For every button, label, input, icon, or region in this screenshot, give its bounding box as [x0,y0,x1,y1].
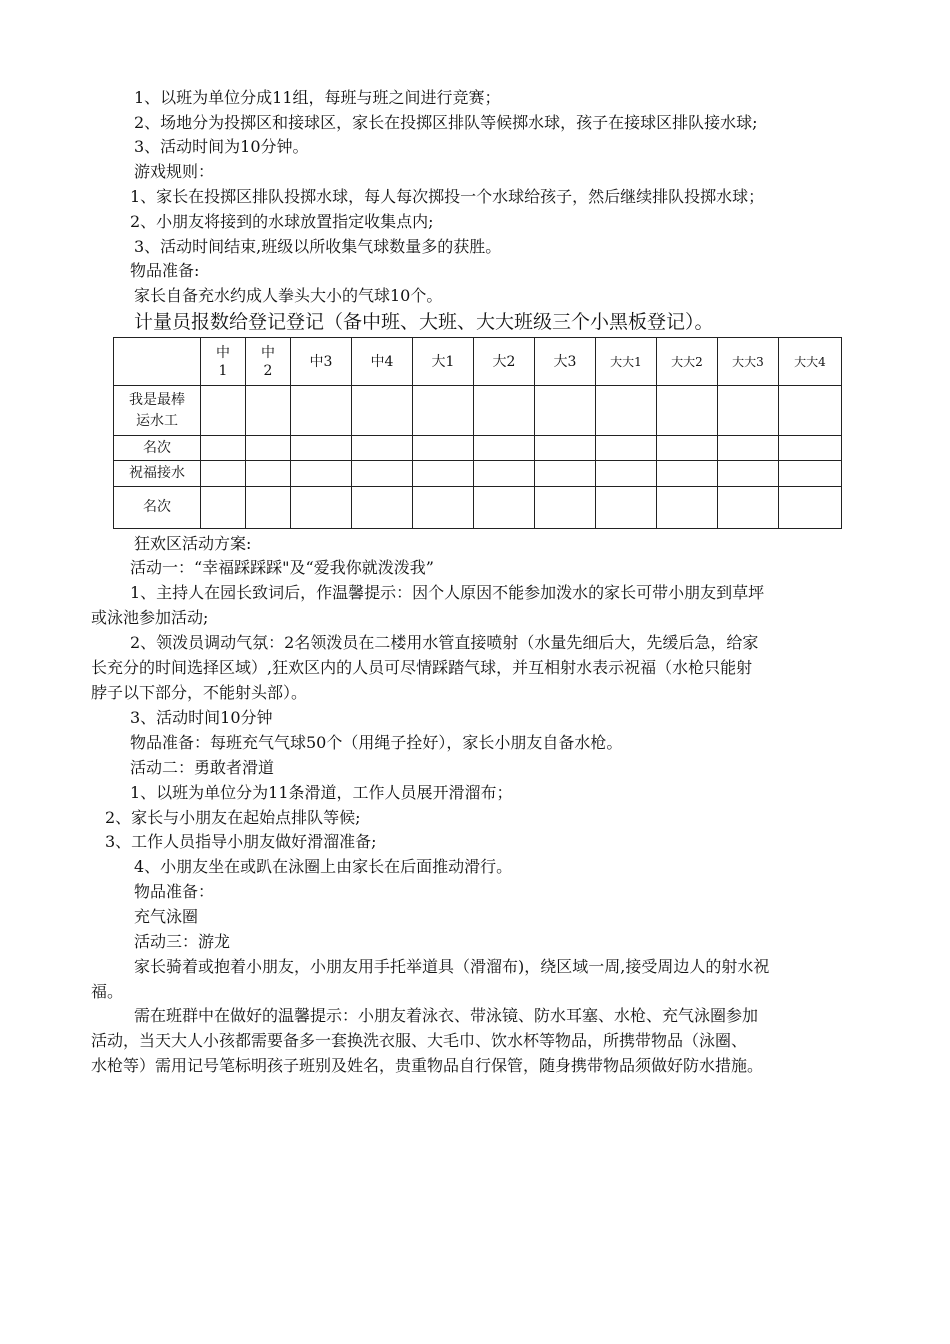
table-cell [201,461,246,487]
activity-two-line-2: 2、家长与小朋友在起始点排队等候; [105,808,361,827]
reminder-line-3: 水枪等）需用记号笔标明孩子班别及姓名，贵重物品自行保管，随身携带物品须做好防水措施。 [91,1056,764,1075]
row-label-line1: 我是最棒 [129,391,185,408]
intro-line-1: 1、以班为单位分成11组，每班与班之间进行竞赛； [134,88,501,107]
table-cell [201,487,246,529]
table-cell [596,436,657,461]
table-cell [352,461,413,487]
activity-two-title: 活动二：勇敢者滑道 [130,758,275,777]
activity-two-line-4: 4、小朋友坐在或趴在泳圈上由家长在后面推动滑行。 [134,857,513,876]
table-cell [596,487,657,529]
table-cell [352,487,413,529]
row-label-best-water-carrier [114,386,201,436]
table-row [114,461,842,487]
table-cell [246,487,291,529]
reminder-line-1: 需在班群中在做好的温馨提示：小朋友着泳衣、带泳镜、防水耳塞、水枪、充气泳圈参加 [134,1006,759,1025]
row-label-rank-1: 名次 [114,436,201,461]
activity-one-line-3: 3、活动时间10分钟 [130,708,273,727]
table-cell [657,386,718,436]
materials-line: 家长自备充水约成人拳头大小的气球10个。 [134,286,443,305]
table-row [114,436,842,461]
table-cell [779,461,842,487]
header-cell-dada3: 大大3 [718,338,779,386]
activity-one-line-2-cont-a: 长充分的时间选择区域）,狂欢区内的人员可尽情踩踏气球，并互相射水表示祝福（水枪只能射 [91,658,753,677]
header-cell-zhong1-line1: 中 [216,344,230,361]
table-cell [246,436,291,461]
header-cell-zhong3: 中3 [291,338,352,386]
table-cell [291,436,352,461]
table-cell [718,461,779,487]
table-row [114,386,842,436]
activity-one-line-2: 2、领泼员调动气氛：2名领泼员在二楼用水管直接喷射（水量先细后大，先缓后急，给家 [130,633,759,652]
table-cell [474,386,535,436]
row-label-blessing-catch: 祝福接水 [114,461,201,487]
header-cell-da3: 大3 [535,338,596,386]
table-row [114,487,842,529]
table-cell [413,487,474,529]
row-label-rank-2: 名次 [114,487,201,529]
table-cell [201,386,246,436]
table-cell [718,436,779,461]
table-cell [718,487,779,529]
table-cell [535,386,596,436]
table-cell [246,386,291,436]
header-cell-zhong1-line2: 1 [218,362,228,379]
header-cell-dada2: 大大2 [657,338,718,386]
section-heading-game-rules: 游戏规则： [134,162,215,181]
table-title: 计量员报数给登记登记（备中班、大班、大大班级三个小黑板登记）。 [134,311,714,333]
activity-two-materials-heading: 物品准备： [134,882,215,901]
table-cell [413,386,474,436]
activity-one-materials: 物品准备：每班充气气球50个（用绳子拴好），家长小朋友自备水枪。 [130,733,623,752]
header-cell-da1: 大1 [413,338,474,386]
table-cell [535,436,596,461]
section-heading-materials: 物品准备: [130,261,200,280]
registration-table [113,337,842,529]
table-cell [291,487,352,529]
section-heading-carnival: 狂欢区活动方案: [134,534,252,553]
table-cell [352,386,413,436]
table-cell [474,487,535,529]
rule-line-1: 1、家长在投掷区排队投掷水球，每人每次掷投一个水球给孩子，然后继续排队投掷水球； [130,187,765,206]
table-cell [291,461,352,487]
table-cell [291,386,352,436]
activity-two-materials: 充气泳圈 [134,907,199,926]
intro-line-2: 2、场地分为投掷区和接球区，家长在投掷区排队等候掷水球，孩子在接球区排队接水球; [134,113,758,132]
header-cell-zhong2-line2: 2 [263,362,273,379]
header-cell-zhong2-line1: 中 [261,344,275,361]
header-cell-da2: 大2 [474,338,535,386]
table-cell [474,461,535,487]
table-cell [596,461,657,487]
header-cell-zhong4: 中4 [352,338,413,386]
activity-two-line-3: 3、工作人员指导小朋友做好滑溜准备; [105,832,377,851]
header-cell-empty [114,338,201,386]
table-header-row [114,338,842,386]
table-cell [779,436,842,461]
header-cell-zhong1 [201,338,246,386]
rule-line-2: 2、小朋友将接到的水球放置指定收集点内; [130,212,434,231]
activity-one-line-2-cont-b: 脖子以下部分，不能射头部）。 [91,683,308,702]
header-cell-zhong2 [246,338,291,386]
activity-three-title: 活动三：游龙 [134,932,231,951]
table-cell [718,386,779,436]
activity-three-line-1: 家长骑着或抱着小朋友，小朋友用手托举道具（滑溜布)，绕区域一周,接受周边人的射水祝 [134,957,770,976]
table-cell [352,436,413,461]
row-label-line2: 运水工 [136,412,178,429]
table-cell [596,386,657,436]
table-cell [246,461,291,487]
table-cell [657,436,718,461]
activity-two-line-1: 1、以班为单位分为11条滑道，工作人员展开滑溜布； [130,783,513,802]
table-cell [474,436,535,461]
table-cell [413,436,474,461]
reminder-line-2: 活动，当天大人小孩都需要备多一套换洗衣服、大毛巾、饮水杯等物品，所携带物品（泳圈、 [91,1031,748,1050]
table-cell [657,461,718,487]
table-cell [779,386,842,436]
activity-three-line-1-cont: 福。 [91,982,124,1001]
table-cell [413,461,474,487]
rule-line-3: 3、活动时间结束,班级以所收集气球数量多的获胜。 [134,237,502,256]
activity-one-line-1-cont: 或泳池参加活动; [91,608,209,627]
table-cell [535,487,596,529]
table-cell [201,436,246,461]
table-cell [657,487,718,529]
header-cell-dada1: 大大1 [596,338,657,386]
header-cell-dada4: 大大4 [779,338,842,386]
table-cell [535,461,596,487]
intro-line-3: 3、活动时间为10分钟。 [134,137,309,156]
table-cell [779,487,842,529]
activity-one-line-1: 1、主持人在园长致词后，作温馨提示：因个人原因不能参加泼水的家长可带小朋友到草坪 [130,583,765,602]
activity-one-title: 活动一：“幸福踩踩踩"及“爱我你就泼泼我” [130,558,434,577]
